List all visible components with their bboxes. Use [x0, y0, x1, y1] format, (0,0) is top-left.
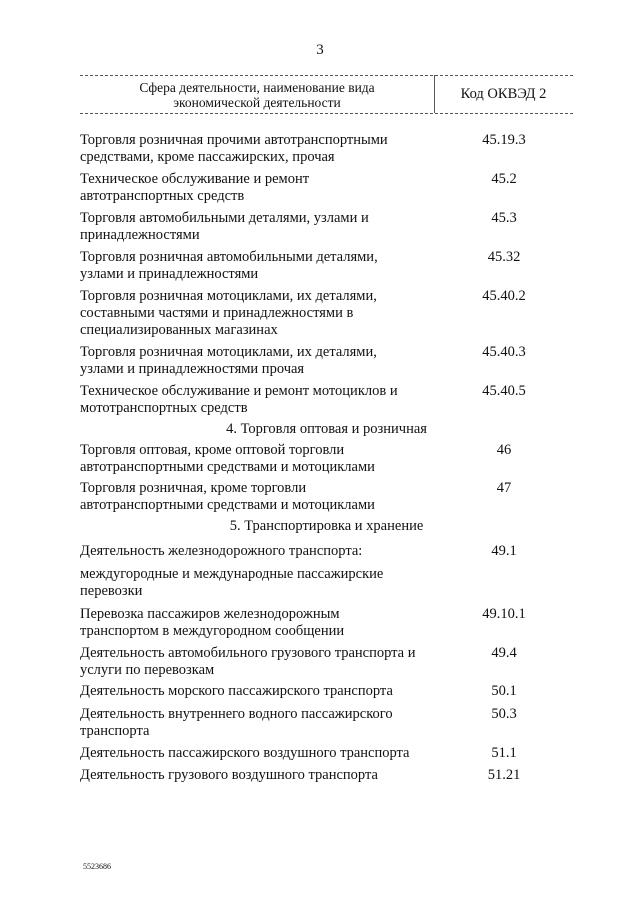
- activity-name: [80, 344, 435, 378]
- okved-code: 49.10.1: [482, 606, 526, 622]
- activity-name-line: принадлежностями: [80, 227, 200, 243]
- table-row: [80, 745, 573, 762]
- page-number: 3: [316, 42, 324, 58]
- table-row: [80, 606, 573, 640]
- header-code: Код ОКВЭД 2: [460, 86, 547, 102]
- activity-name-line: Торговля розничная прочими автотранспортными: [80, 132, 388, 148]
- activity-name-line: Торговля оптовая, кроме оптовой торговли: [80, 442, 345, 458]
- okved-code: 50.3: [491, 706, 517, 722]
- table-row: [80, 543, 573, 560]
- activity-name-line: автотранспортными средствами и мотоциклами: [80, 497, 375, 513]
- section-heading: 4. Торговля оптовая и розничная: [226, 421, 427, 437]
- okved-code: 49.1: [491, 543, 517, 559]
- table-header: [80, 75, 573, 115]
- okved-code: 51.1: [491, 745, 517, 761]
- activity-name-line: Торговля розничная мотоциклами, их деталями,: [80, 344, 377, 360]
- activity-name-line: узлами и принадлежностями прочая: [80, 361, 305, 377]
- activity-name-line: Деятельность внутреннего водного пассажирского: [80, 706, 393, 722]
- activity-name-line: средствами, кроме пассажирских, прочая: [80, 149, 335, 165]
- okved-code: 45.2: [491, 171, 517, 187]
- activity-name: [80, 288, 435, 339]
- header-bottom-line: [80, 113, 573, 114]
- activity-name: [80, 745, 435, 762]
- header-top-line: [80, 75, 573, 76]
- activity-name-line: Торговля розничная мотоциклами, их деталями,: [80, 288, 377, 304]
- activity-name-line: мототранспортных средств: [80, 400, 248, 416]
- activity-name-line: Торговля розничная автомобильными деталями,: [80, 249, 378, 265]
- table-row: [80, 566, 573, 600]
- activity-name: [80, 171, 435, 205]
- table-row: [80, 171, 573, 205]
- table-row: [80, 767, 573, 784]
- section-heading: 5. Транспортировка и хранение: [229, 518, 424, 534]
- activity-name-line: транспорта: [80, 723, 150, 739]
- activity-name-line: Деятельность морского пассажирского транспорта: [80, 683, 393, 699]
- table-row: [80, 383, 573, 417]
- okved-code: 47: [496, 480, 512, 496]
- table-row: [80, 645, 573, 679]
- activity-name-line: Торговля розничная, кроме торговли: [80, 480, 307, 496]
- activity-name-line: Деятельность пассажирского воздушного транспорта: [80, 745, 410, 761]
- activity-name: [80, 442, 435, 476]
- footer-code: 5523686: [83, 862, 111, 871]
- activity-name: [80, 606, 435, 640]
- activity-name-line: междугородные и международные пассажирские: [80, 566, 384, 582]
- activity-name-line: специализированных магазинах: [80, 322, 278, 338]
- okved-code: 50.1: [491, 683, 517, 699]
- header-activity: [80, 80, 434, 110]
- activity-name: [80, 566, 435, 600]
- table-row: [80, 288, 573, 339]
- activity-name-line: составными частями и принадлежностями в: [80, 305, 354, 321]
- activity-name: [80, 480, 435, 514]
- okved-code: 45.40.2: [482, 288, 526, 304]
- activity-name: [80, 645, 435, 679]
- header-activity-line1: Сфера деятельности, наименование вида: [139, 80, 375, 95]
- activity-name-line: услуги по перевозкам: [80, 662, 215, 678]
- activity-name: [80, 249, 435, 283]
- activity-name: [80, 767, 435, 784]
- activity-name-line: Перевозка пассажиров железнодорожным: [80, 606, 340, 622]
- activity-name: [80, 132, 435, 166]
- activity-name-line: узлами и принадлежностями: [80, 266, 259, 282]
- okved-code: 45.3: [491, 210, 517, 226]
- activity-name-line: автотранспортными средствами и мотоциклами: [80, 459, 375, 475]
- okved-code: 45.32: [487, 249, 521, 265]
- table-row: [80, 210, 573, 244]
- table-body: [80, 127, 573, 784]
- activity-name: [80, 383, 435, 417]
- table-row: [80, 132, 573, 166]
- activity-name: [80, 683, 435, 700]
- activity-name: [80, 543, 435, 560]
- table-row: [80, 706, 573, 740]
- okved-code: 45.19.3: [482, 132, 526, 148]
- header-activity-line2: экономической деятельности: [173, 95, 341, 110]
- table-row: [80, 249, 573, 283]
- table-row: [80, 344, 573, 378]
- activity-name-line: Техническое обслуживание и ремонт: [80, 171, 310, 187]
- activity-name-line: перевозки: [80, 583, 143, 599]
- activity-name-line: автотранспортных средств: [80, 188, 245, 204]
- okved-code: 45.40.3: [482, 344, 526, 360]
- okved-table: [80, 75, 573, 783]
- activity-name-line: Техническое обслуживание и ремонт мотоциклов и: [80, 383, 398, 399]
- okved-code: 45.40.5: [482, 383, 526, 399]
- table-row: [80, 480, 573, 514]
- okved-code: 46: [496, 442, 512, 458]
- okved-code: 51.21: [487, 767, 521, 783]
- activity-name-line: Деятельность грузового воздушного транспорта: [80, 767, 378, 783]
- activity-name-line: Деятельность железнодорожного транспорта:: [80, 543, 363, 559]
- activity-name: [80, 210, 435, 244]
- table-row: [80, 683, 573, 700]
- activity-name-line: транспортом в междугородном сообщении: [80, 623, 345, 639]
- table-row: [80, 442, 573, 476]
- okved-code: 49.4: [491, 645, 517, 661]
- activity-name: [80, 706, 435, 740]
- activity-name-line: Торговля автомобильными деталями, узлами и: [80, 210, 369, 226]
- activity-name-line: Деятельность автомобильного грузового транспорта и: [80, 645, 416, 661]
